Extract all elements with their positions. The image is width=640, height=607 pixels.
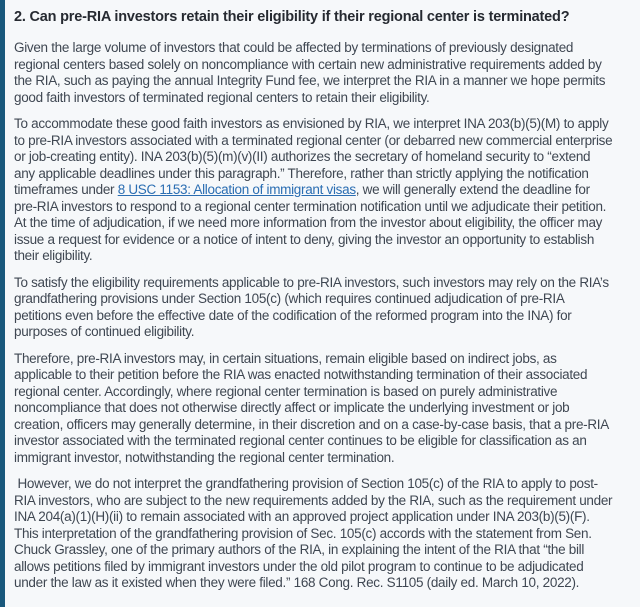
paragraph-to-satisfy: To satisfy the eligibility requirements applicable to pre-RIA investors, such investors may rely on the RIA’s grandfathering provisions under Section 105(c) (which requires continued adjudication of pre-RIA petitions even before the effective date of the codification of the reformed program into the INA) for purposes of continued eligibility. xyxy=(14,274,613,339)
paragraph-given-large-volume: Given the large volume of investors that could be affected by terminations of previously designated regional centers based solely on noncompliance with certain new administrative requirements added by the RIA, such as paying the annual Integrity Fund fee, we interpret the RIA in a manner we hope permits good faith investors of terminated regional centers to retain their eligibility. xyxy=(14,40,609,105)
paragraph-text-before-link: To accommodate these good faith investors as envisioned by RIA, we interpret INA 203(b)(5)(M) to apply to pre-RIA investors associated with a terminated regional center (or debarred new commercial enterprise or job-creating entity). INA 203(b)(5)(m)(v)(II) authorizes the secretary of homeland security to “extend any applicable deadlines under this paragraph.” Therefore, rather than strictly applying the notification timeframes under xyxy=(14,116,616,197)
paragraph-therefore: Therefore, pre-RIA investors may, in certain situations, remain eligible based on indirect jobs, as applicable to their petition before the RIA was enacted notwithstanding termination of their associated regional center. Accordingly, where regional center termination is based on purely administrative noncompliance that does not otherwise directly affect or implicate the underlying investment or job creation, officers may generally determine, in their discretion and on a case-by-case basis, that a pre-RIA investor associated with the terminated regional center continues to be eligible for classification as an immigrant investor, notwithstanding the regional center termination. xyxy=(14,350,612,465)
paragraph-text-after-link: , we will generally extend the deadline for pre-RIA investors to respond to a regional center termination notification until we adjudicate their petition. At the time of adjudication, if we need more information from the investor about eligibility, the officer may issue a request for evidence or a notice of intent to deny, giving the investor an opportunity to establish their eligibility. xyxy=(14,182,609,263)
paragraph-however: However, we do not interpret the grandfathering provision of Section 105(c) of the RIA to apply to post-RIA investors, who are subject to the new requirements added by the RIA, such as the requirement under INA 204(a)(1)(H)(ii) to remain associated with an approved project application under INA 203(b)(5)(F). This interpretation of the grandfathering provision of Sec. 105(c) accords with the statement from Sen. Chuck Grassley, one of the primary authors of the RIA, in explaining the intent of the RIA that “the bill allows petitions filed by immigrant investors under the old pilot program to continue to be adjudicated under the law as it existed when they were filed.” 168 Cong. Rec. S1105 (daily ed. March 10, 2022). xyxy=(14,476,616,590)
paragraph-to-accommodate xyxy=(14,116,614,265)
usc-1153-link[interactable]: 8 USC 1153: Allocation of immigrant visas xyxy=(117,182,356,197)
question-heading: 2. Can pre-RIA investors retain their eligibility if their regional center is terminated? xyxy=(14,9,570,25)
left-accent-bar xyxy=(0,0,5,607)
